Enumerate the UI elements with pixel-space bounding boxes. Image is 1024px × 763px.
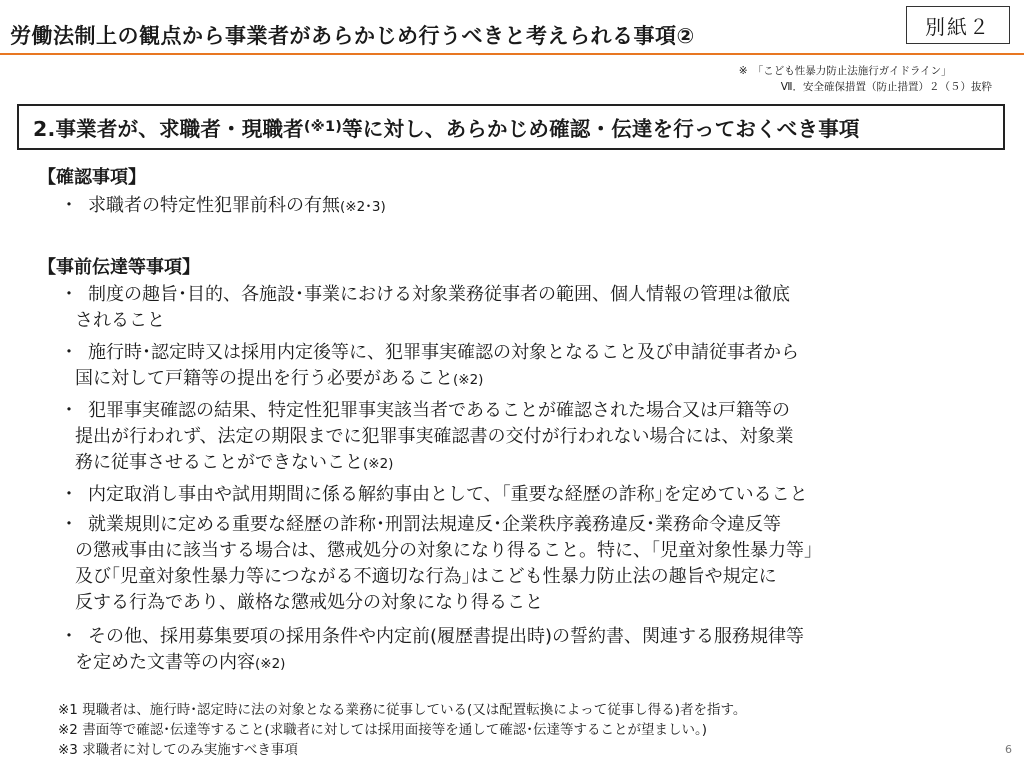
list-item bbox=[56, 512, 986, 616]
item-line: 施行時･認定時又は採用内定後等に、犯罪事実確認の対象となること及び申請従事者から bbox=[88, 342, 799, 363]
item-line: 犯罪事実確認の結果、特定性犯罪事実該当者であることが確認された場合又は戸籍等の bbox=[88, 400, 790, 421]
section-title-main: 2.事業者が、求職者・現職者 bbox=[33, 117, 304, 141]
item-note: (※2) bbox=[255, 656, 286, 672]
page-title: 労働法制上の観点から事業者があらかじめ行うべきと考えられる事項② bbox=[10, 24, 695, 48]
list-item bbox=[56, 398, 986, 477]
item-line: その他、採用募集要項の採用条件や内定前(履歴書提出時)の誓約書、関連する服務規律等 bbox=[88, 626, 805, 647]
footnote-3: ※3 求職者に対してのみ実施すべき事項 bbox=[58, 742, 298, 758]
section-title-rest: 等に対し、あらかじめ確認・伝達を行っておくべき事項 bbox=[342, 117, 860, 141]
footnotes bbox=[58, 700, 746, 760]
item-line: 制度の趣旨･目的、各施設･事業における対象業務従事者の範囲、個人情報の管理は徹底 bbox=[88, 284, 790, 305]
section-heading-box bbox=[17, 104, 1005, 150]
item-line: 提出が行われず、法定の期限までに犯罪事実確認書の交付が行われない場合には、対象業 bbox=[75, 426, 794, 447]
footnote-2: ※2 書面等で確認･伝達等すること(求職者に対しては採用面接等を通して確認･伝達等することが望ましい。) bbox=[58, 722, 707, 738]
item-note: (※2) bbox=[453, 372, 484, 388]
item-line: 内定取消し事由や試用期間に係る解約事由として、｢重要な経歴の詐称｣を定めていること bbox=[88, 484, 808, 505]
source-note-line2: Ⅶ．安全確保措置（防止措置）２（５）抜粋 bbox=[780, 81, 992, 93]
section-title-mark: (※1) bbox=[303, 119, 343, 135]
list-item bbox=[56, 482, 986, 508]
item-line: されること bbox=[75, 310, 165, 331]
bullet: ・ bbox=[60, 626, 78, 647]
annex-tag: 別紙２ bbox=[906, 6, 1010, 44]
bullet: ・ bbox=[60, 284, 78, 305]
item-line: 及び｢児童対象性暴力等につながる不適切な行為｣はこども性暴力防止法の趣旨や規定に bbox=[75, 566, 777, 587]
bullet: ・ bbox=[60, 195, 78, 216]
item-line: の懲戒事由に該当する場合は、懲戒処分の対象になり得ること。特に、｢児童対象性暴力等｣ bbox=[75, 540, 813, 561]
item-line: 国に対して戸籍等の提出を行う必要があること bbox=[75, 368, 453, 389]
title-underline bbox=[0, 53, 1024, 55]
item-line: 反する行為であり、厳格な懲戒処分の対象になり得ること bbox=[75, 592, 543, 613]
item-note: (※2･3) bbox=[340, 199, 386, 215]
item-line: 務に従事させることができないこと bbox=[75, 452, 363, 473]
item-text: 求職者の特定性犯罪前科の有無 bbox=[88, 195, 340, 216]
item-line: 就業規則に定める重要な経歴の詐称･刑罰法規違反･企業秩序義務違反･業務命令違反等 bbox=[88, 514, 781, 535]
list-item bbox=[56, 624, 986, 677]
list-item bbox=[56, 282, 986, 334]
footnote-1: ※1 現職者は、施行時･認定時に法の対象となる業務に従事している(又は配置転換によって従事し得る)者を指す。 bbox=[58, 702, 747, 718]
confirm-heading: 【確認事項】 bbox=[38, 167, 146, 188]
item-line: を定めた文書等の内容 bbox=[75, 652, 255, 673]
bullet: ・ bbox=[60, 400, 78, 421]
source-note bbox=[739, 63, 992, 95]
page-number: 6 bbox=[1005, 743, 1012, 756]
source-note-line1: ※ 「こども性暴力防止法施行ガイドライン」 bbox=[738, 65, 952, 77]
bullet: ・ bbox=[60, 342, 78, 363]
notify-heading: 【事前伝達等事項】 bbox=[38, 257, 200, 278]
bullet: ・ bbox=[60, 484, 78, 505]
bullet: ・ bbox=[60, 514, 78, 535]
list-item bbox=[56, 193, 986, 220]
list-item bbox=[56, 340, 986, 393]
item-note: (※2) bbox=[363, 456, 394, 472]
